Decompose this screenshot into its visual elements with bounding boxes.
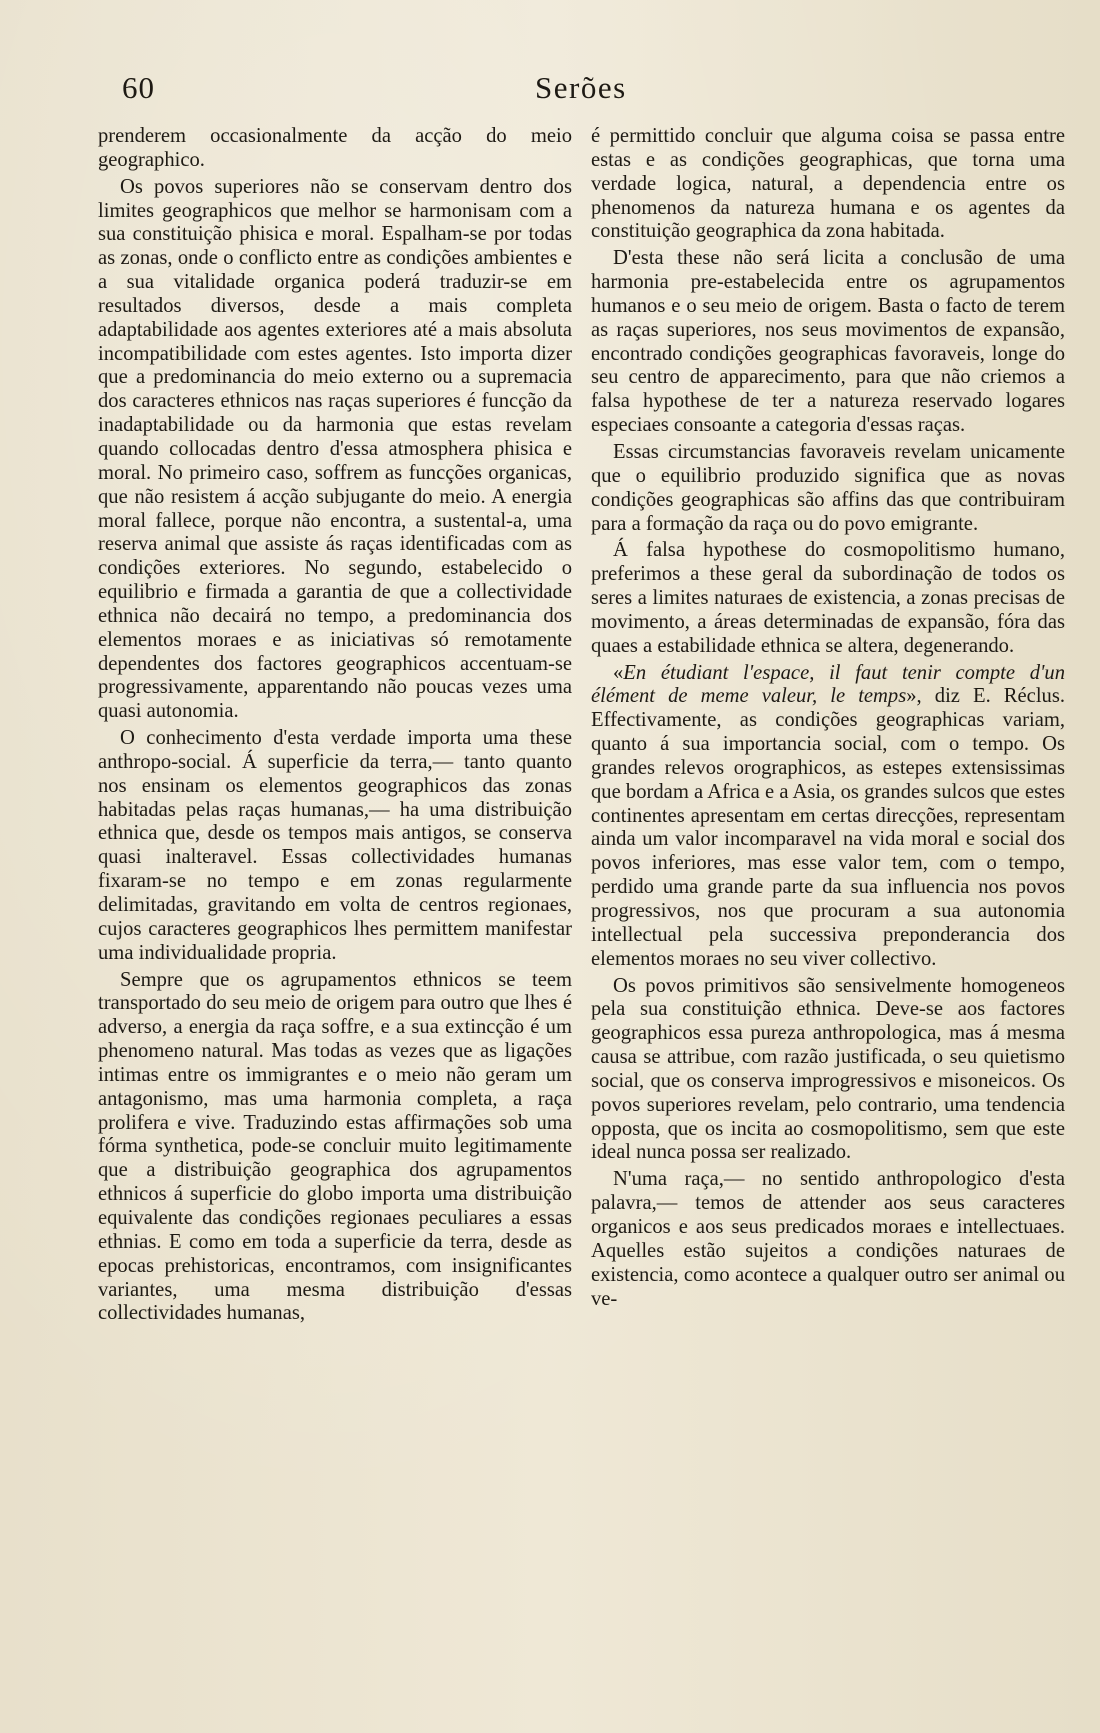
left-column	[98, 125, 572, 1329]
paragraph: D'esta these não será licita a conclusão de uma harmonia pre-estabelecida entre os agrupamentos humanos e o seu meio de origem. Basta o facto de terem as raças superiores, nos seus movimentos de expansão, encontrado condições geographicas favoraveis, longe do seu centro de apparecimento, para que não criemos a falsa hypothese de ter a natureza reservado logares especiaes consoante a categoria d'essas raças.	[591, 247, 1065, 437]
paragraph: Essas circumstancias favoraveis revelam unicamente que o equilibrio produzido significa que as novas condições geographicas são affins das que contribuiram para a formação da raça ou do povo emigrante.	[591, 440, 1065, 535]
quote-rest: », diz E. Réclus. Effectivamente, as condições geographicas variam, quanto á sua importancia social, com o tempo. Os grandes relevos orographicos, as estepes extensissimas que bordam a Africa e a Asia, os grandes sulcos que estes continentes apresentam em certas direcções, representam ainda um valor incomparavel na vida moral e social dos povos inferiores, mas esse valor tem, com o tempo, perdido uma grande parte da sua influencia nos povos progressivos, nos que procuram a sua autonomia intellectual pela successiva preponderancia dos elementos moraes no seu viver collectivo.	[591, 685, 1065, 970]
running-title: Serões	[535, 70, 627, 105]
paragraph: é permittido concluir que alguma coisa se passa entre estas e as condições geographicas, que torna uma verdade logica, natural, a dependencia entre os phenomenos da natureza humana e os agentes da constituição geographica da zona habitada.	[591, 125, 1065, 243]
quote-open: «	[613, 661, 624, 684]
paragraph: Sempre que os agrupamentos ethnicos se teem transportado do seu meio de origem para outro que lhes é adverso, a energia da raça soffre, e a sua extincção é um phenomeno natural. Mas todas as vezes que as ligações intimas entre os immigrantes e o meio não geram um antagonismo, mas uma harmonia completa, a raça prolifera e vive. Traduzindo estas affirmações sob uma fórma synthetica, pode-se concluir muito legitimamente que a distribuição geographica dos agrupamentos ethnicos á superficie do globo importa uma distribuição equivalente das condições regionaes peculiares a essas ethnias. E como em toda a superficie da terra, desde as epocas prehistoricas, encontramos, com insignificantes variantes, uma mesma distribuição d'essas collectividades humanas,	[98, 968, 572, 1325]
right-column	[591, 125, 1065, 1314]
quote-italic: En étudiant l'espace, il faut tenir compte d'un élément de meme valeur, le temps	[591, 661, 1065, 708]
paragraph: prenderem occasionalmente da acção do meio geographico.	[98, 125, 572, 171]
paragraph: N'uma raça,— no sentido anthropologico d'esta palavra,— temos de attender aos seus caracteres organicos e aos seus predicados moraes e intellectuaes. Aquelles estão sujeitos a condições naturaes de existencia, como acontece a qualquer outro ser animal ou ve-	[591, 1168, 1065, 1310]
page-number: 60	[122, 70, 155, 105]
paragraph: O conhecimento d'esta verdade importa uma these anthropo-social. Á superficie da terra,— tanto quanto nos ensinam os elementos geographicos das zonas habitadas pelas raças humanas,— ha uma distribuição ethnica que, desde os tempos mais antigos, se conserva quasi inalteravel. Essas collectividades humanas fixaram-se no tempo e em zonas regularmente delimitadas, gravitando em volta de centros regionaes, cujos caracteres geographicos lhes permittem manifestar uma individualidade propria.	[98, 727, 572, 964]
paragraph: Os povos superiores não se conservam dentro dos limites geographicos que melhor se harmonisam com a sua constituição phisica e moral. Espalham-se por todas as zonas, onde o conflicto entre as condições ambientes e a sua vitalidade organica poderá traduzir-se em resultados diversos, desde a mais completa adaptabilidade aos agentes exteriores até a mais absoluta incompatibilidade com estes agentes. Isto importa dizer que a predominancia do meio externo ou a supremacia dos caracteres ethnicos nas raças superiores é funcção da inadaptabilidade ou da harmonia que estas revelam quando collocadas dentro d'essa atmosphera phisica e moral. No primeiro caso, soffrem as funcções organicas, que não resistem á acção subjugante do meio. A energia moral fallece, porque não encontra, a sustental-a, uma reserva animal que assiste ás raças identificadas com as condições exteriores. No segundo, estabelecido o equilibrio e firmada a garantia de que a collectividade ethnica não decairá no tempo, a predominancia dos elementos moraes e as iniciativas só remotamente dependentes dos factores geographicos accentuam-se progressivamente, apparentando não poucas vezes uma quasi autonomia.	[98, 175, 572, 723]
page-header	[98, 70, 1070, 118]
paragraph: Á falsa hypothese do cosmopolitismo humano, preferimos a these geral da subordinação de todos os seres a limites naturaes de existencia, a zonas precisas de movimento, a áreas determinadas de expansão, fóra das quaes a estabilidade ethnica se altera, degenerando.	[591, 539, 1065, 657]
quote-paragraph	[591, 662, 1065, 975]
paragraph: Os povos primitivos são sensivelmente homogeneos pela sua constituição ethnica. Deve-se aos factores geographicos essa pureza anthropologica, mas á mesma causa se attribue, com razão justificada, o seu quietismo social, que os conserva improgressivos e misoneicos. Os povos superiores revelam, pelo contrario, uma tendencia opposta, que os incita ao cosmopolitismo, sem que este ideal nunca possa ser realizado.	[591, 974, 1065, 1164]
